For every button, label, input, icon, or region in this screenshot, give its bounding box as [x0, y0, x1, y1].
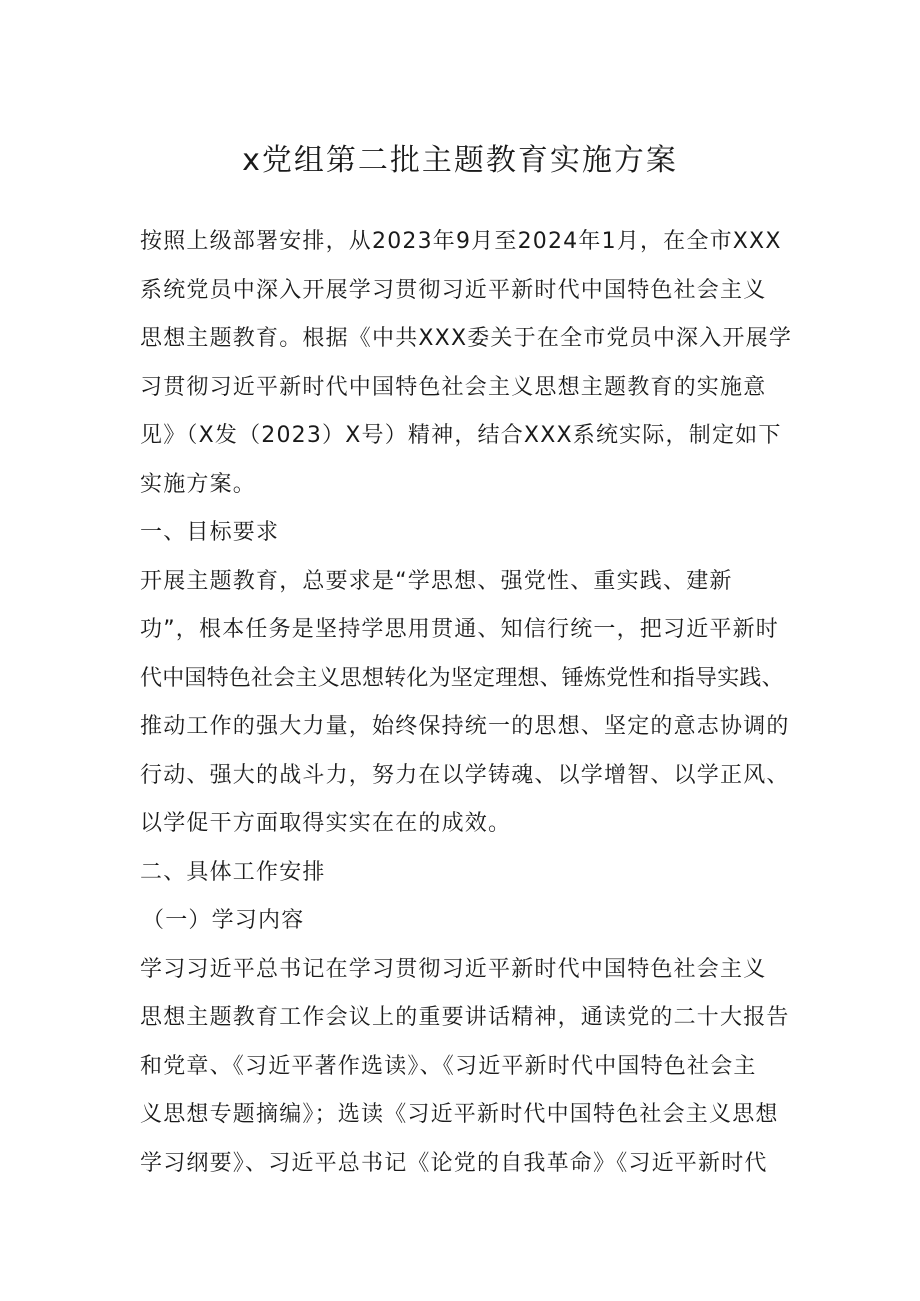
paragraph-line: 思想主题教育工作会议上的重要讲话精神，通读党的二十大报告 [140, 1005, 790, 1030]
paragraph-line: 思想主题教育。根据《中共XXX委关于在全市党员中深入开展学 [140, 326, 793, 351]
paragraph-line: 开展主题教育，总要求是“学思想、强党性、重实践、建新 [140, 568, 733, 594]
document-body [140, 218, 793, 1188]
paragraph-line: 实施方案。 [140, 471, 257, 497]
paragraph-line: 见》（X发（2023）X号）精神，结合XXX系统实际，制定如下 [140, 423, 782, 448]
subsection-heading: （一）学习内容 [142, 908, 305, 933]
paragraph-line: 系统党员中深入开展学习贯彻习近平新时代中国特色社会主义 [140, 277, 767, 303]
paragraph-line: 和党章、《习近平著作选读》、《习近平新时代中国特色社会主 [140, 1053, 757, 1079]
paragraph-line: 以学促干方面取得实实在在的成效。 [140, 811, 512, 836]
paragraph-line: 义思想专题摘编》；选读《习近平新时代中国特色社会主义思想 [140, 1102, 779, 1127]
paragraph-line: 代中国特色社会主义思想转化为坚定理想、锤炼党性和指导实践、 [140, 665, 784, 691]
section-heading: 二、具体工作安排 [140, 859, 326, 885]
paragraph-line: 学习习近平总书记在学习贯彻习近平新时代中国特色社会主义 [140, 956, 767, 982]
section-heading: 一、目标要求 [140, 520, 280, 545]
document-title: x党组第二批主题教育实施方案 [242, 143, 678, 178]
paragraph-line: 学习纲要》、习近平总书记《论党的自我革命》《习近平新时代 [140, 1150, 768, 1176]
paragraph-line: 按照上级部署安排，从2023年9月至2024年1月，在全市XXX [140, 229, 782, 254]
paragraph-line: 功”，根本任务是坚持学思用贯通、知信行统一，把习近平新时 [140, 617, 779, 642]
paragraph-line: 推动工作的强大力量，始终保持统一的思想、坚定的意志协调的 [140, 714, 790, 739]
paragraph-line: 行动、强大的战斗力，努力在以学铸魂、以学增智、以学正风、 [140, 762, 790, 788]
paragraph-line: 习贯彻习近平新时代中国特色社会主义思想主题教育的实施意 [140, 374, 767, 400]
